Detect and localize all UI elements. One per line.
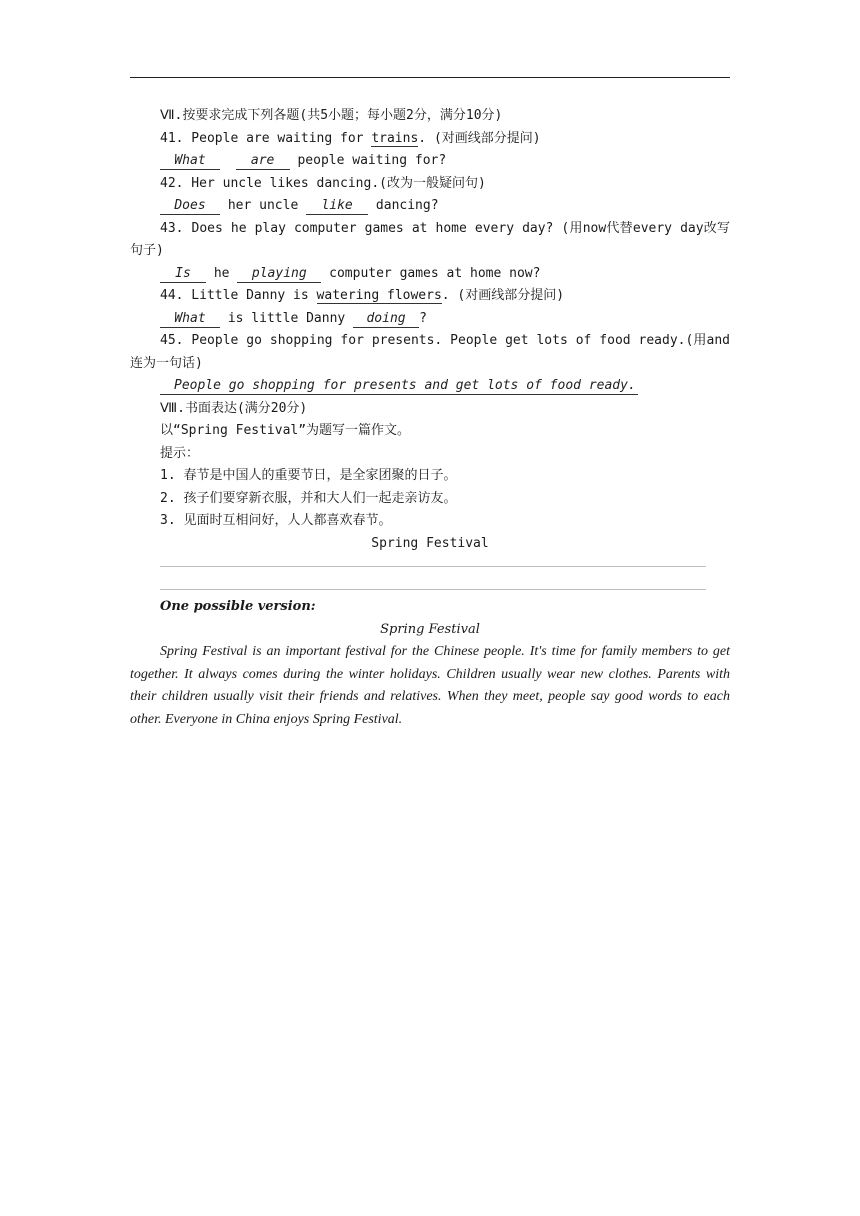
- question-42-answer: [130, 195, 730, 218]
- sample-title: Spring Festival: [380, 621, 480, 637]
- q41-answer-blank-1: What: [160, 153, 220, 170]
- q41-prompt-post: . (对画线部分提问): [418, 130, 541, 146]
- question-44-prompt: [130, 285, 730, 308]
- section-7-heading: Ⅶ.按要求完成下列各题(共5小题；每小题2分，满分10分): [160, 108, 503, 123]
- document-page: [130, 105, 730, 731]
- question-44-answer: [130, 308, 730, 331]
- q41-underlined-word: trains: [371, 130, 419, 146]
- q44-prompt-post: . (对画线部分提问): [441, 288, 565, 303]
- q41-answer-tail: people waiting for?: [289, 153, 447, 168]
- composition-title: Spring Festival: [371, 535, 489, 551]
- q42-answer-blank-2: like: [306, 198, 368, 215]
- question-45-prompt: 45. People go shopping for presents. People get lots of food ready.(用and连为一句话): [130, 333, 730, 371]
- writing-instruction: 以“Spring Festival”为题写一篇作文。: [160, 423, 411, 438]
- q42-answer-mid: her uncle: [220, 198, 307, 213]
- question-45-answer: [130, 375, 730, 398]
- q41-answer-blank-2: are: [236, 153, 290, 170]
- q42-answer-blank-1: Does: [160, 198, 220, 215]
- question-41-prompt: [130, 128, 730, 151]
- question-43-answer: [130, 263, 730, 286]
- q45-answer-blank: People go shopping for presents and get lots of food ready.: [160, 378, 638, 395]
- q43-answer-blank-1: Is: [160, 266, 206, 283]
- q43-answer-blank-2: playing: [237, 266, 321, 283]
- sample-essay-body: Spring Festival is an important festival for the Chinese people. It's time for family members to get together. It always comes during the winter holidays. Children usually wear new clothes. Parents with their children usually visit their friends and relatives. When they meet, people say good words to each other. Everyone in China enjoys Spring Festival.: [130, 644, 730, 727]
- q44-answer-mid: is little Danny: [220, 310, 354, 326]
- section-8-heading: Ⅷ.书面表达(满分20分): [160, 400, 308, 416]
- q44-underlined-phrase: watering flowers: [316, 288, 442, 303]
- hint-item: 3. 见面时互相问好，人人都喜欢春节。: [160, 513, 392, 528]
- question-42-prompt: 42. Her uncle likes dancing.(改为一般疑问句): [160, 175, 486, 191]
- sample-version-label: One possible version:: [160, 599, 316, 614]
- q44-answer-blank-1: What: [160, 311, 220, 328]
- hint-item: 1. 春节是中国人的重要节日，是全家团聚的日子。: [160, 468, 457, 483]
- writing-line: [160, 555, 706, 567]
- q44-answer-blank-2: doing: [353, 311, 419, 328]
- writing-line: [160, 578, 706, 590]
- q44-answer-tail: ?: [419, 310, 427, 326]
- hint-label: 提示：: [160, 445, 200, 461]
- question-41-answer: [130, 150, 730, 173]
- q44-prompt-pre: 44. Little Danny is: [160, 288, 317, 303]
- header-rule: [130, 77, 730, 78]
- question-43-prompt: 43. Does he play computer games at home every day? (用now代替every day改写句子): [130, 220, 730, 258]
- hint-item: 2. 孩子们要穿新衣服，并和大人们一起走亲访友。: [160, 490, 457, 506]
- q41-prompt-pre: 41. People are waiting for: [160, 130, 372, 146]
- q43-answer-tail: computer games at home now?: [321, 265, 541, 281]
- q43-answer-mid: he: [206, 265, 238, 281]
- q42-answer-tail: dancing?: [368, 198, 439, 213]
